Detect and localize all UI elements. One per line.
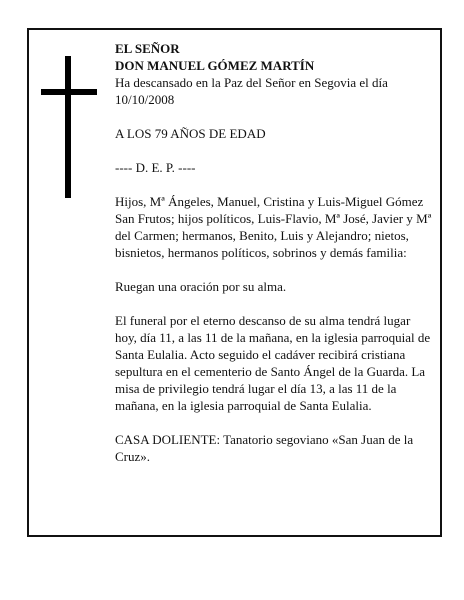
- title-line-1: EL SEÑOR: [115, 41, 180, 56]
- deceased-name: DON MANUEL GÓMEZ MARTÍN: [115, 58, 315, 73]
- cross-horizontal-bar: [41, 89, 97, 95]
- spacer: [115, 295, 433, 312]
- funeral-details: El funeral por el eterno descanso de su alma tendrá lugar hoy, día 11, a las 11 de la mañana, en la iglesia parroquial de Santa Eulalia. Acto seguido el cadáver recibirá cristiana sepultura en el cementerio de Santo Ángel de la Guarda. La misa de privilegio tendrá lugar el día 13, a las 11 de la mañana, en la iglesia parroquial de Santa Eulalia.: [115, 313, 431, 413]
- obituary-card: [27, 28, 442, 537]
- age-statement: A LOS 79 AÑOS DE EDAD: [115, 126, 266, 141]
- cross-icon: [41, 56, 97, 198]
- dep-line: ---- D. E. P. ----: [115, 160, 196, 175]
- spacer: [115, 108, 433, 125]
- spacer: [115, 176, 433, 193]
- prayer-request: Ruegan una oración por su alma.: [115, 279, 287, 294]
- spacer: [115, 142, 433, 159]
- mourning-house: CASA DOLIENTE: Tanatorio segoviano «San Juan de la Cruz».: [115, 432, 414, 464]
- spacer: [115, 414, 433, 431]
- obituary-text: [115, 40, 433, 465]
- family-paragraph: Hijos, Mª Ángeles, Manuel, Cristina y Luis-Miguel Gómez San Frutos; hijos políticos, Luis-Flavio, Mª José, Javier y Mª del Carmen; hermanos, Benito, Luis y Alejandro; nietos, bisnietos, hermanos políticos, sobrinos y demás familia:: [115, 194, 432, 260]
- spacer: [115, 261, 433, 278]
- cross-vertical-bar: [65, 56, 71, 198]
- rest-statement: Ha descansado en la Paz del Señor en Segovia el día 10/10/2008: [115, 75, 388, 107]
